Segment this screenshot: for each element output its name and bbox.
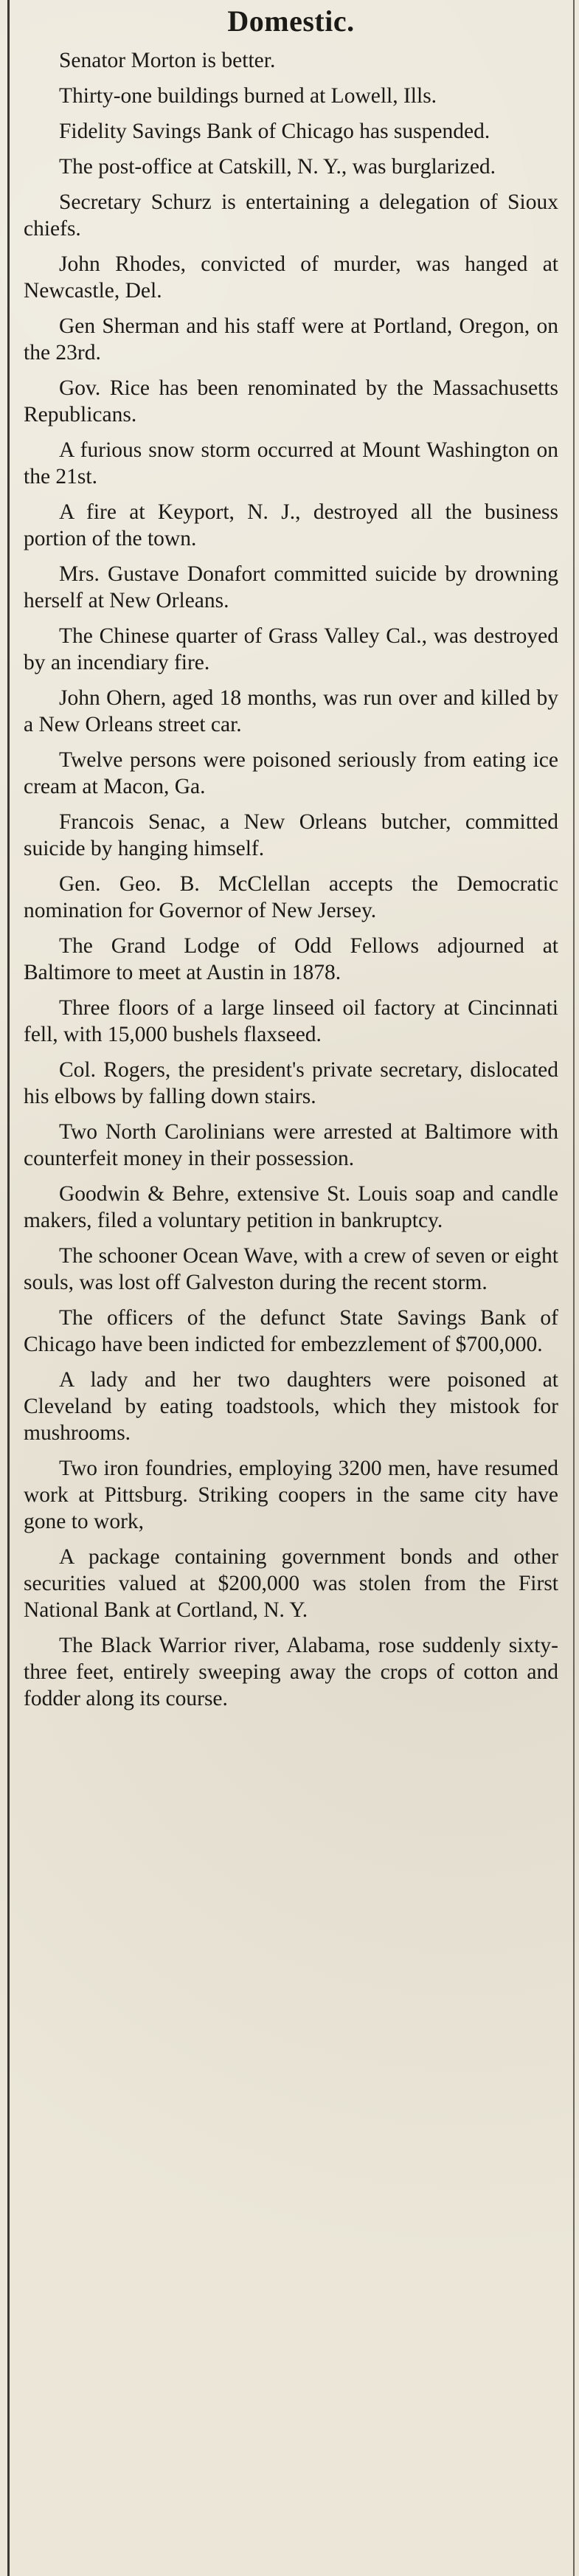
news-item: Mrs. Gustave Donafort committed suicide by drowning herself at New Orleans. [24, 562, 558, 612]
news-item: The post-office at Catskill, N. Y., was burglarized. [59, 155, 496, 179]
news-item: The schooner Ocean Wave, with a crew of seven or eight souls, was lost off Galveston during the recent storm. [24, 1244, 558, 1294]
news-item: Gen. Geo. B. McClellan accepts the Democratic nomination for Governor of New Jersey. [24, 872, 558, 922]
news-item: John Rhodes, convicted of murder, was hanged at Newcastle, Del. [24, 252, 558, 303]
news-item: John Ohern, aged 18 months, was run over and killed by a New Orleans street car. [24, 686, 558, 736]
news-item: Gov. Rice has been renominated by the Massachusetts Republicans. [24, 376, 558, 427]
column-rule-right [573, 0, 575, 2576]
news-item: Gen Sherman and his staff were at Portland, Oregon, on the 23rd. [24, 314, 558, 365]
news-item: Two iron foundries, employing 3200 men, have resumed work at Pittsburg. Striking coopers in the same city have gone to work, [24, 1457, 558, 1533]
news-item: A package containing government bonds and other securities valued at $200,000 was stolen from the First National Bank at Cortland, N. Y. [24, 1545, 558, 1622]
news-item: Fidelity Savings Bank of Chicago has suspended. [59, 120, 490, 143]
news-item: Francois Senac, a New Orleans butcher, committed suicide by hanging himself. [24, 810, 558, 860]
news-item: Senator Morton is better. [59, 49, 276, 72]
news-item: The Black Warrior river, Alabama, rose suddenly sixty-three feet, entirely sweeping away the crops of cotton and fodder along its course. [24, 1634, 558, 1710]
news-item: A fire at Keyport, N. J., destroyed all the business portion of the town. [24, 500, 558, 550]
news-item: The Grand Lodge of Odd Fellows adjourned at Baltimore to meet at Austin in 1878. [24, 934, 558, 984]
news-item: Col. Rogers, the president's private secretary, dislocated his elbows by falling down stairs. [24, 1058, 558, 1108]
news-item: Goodwin & Behre, extensive St. Louis soap and candle makers, filed a voluntary petition in bankruptcy. [24, 1182, 558, 1232]
column-rule-left [7, 0, 10, 2576]
news-item: Twelve persons were poisoned seriously from eating ice cream at Macon, Ga. [24, 748, 558, 798]
section-heading: Domestic. [227, 4, 355, 38]
news-item: The Chinese quarter of Grass Valley Cal., was destroyed by an incendiary fire. [24, 624, 558, 674]
news-item: A lady and her two daughters were poisoned at Cleveland by eating toadstools, which they mistook for mushrooms. [24, 1368, 558, 1445]
news-item: Thirty-one buildings burned at Lowell, Ills. [59, 84, 437, 108]
news-item: The officers of the defunct State Savings Bank of Chicago have been indicted for embezzlement of $700,000. [24, 1306, 558, 1356]
news-item: A furious snow storm occurred at Mount Washington on the 21st. [24, 438, 558, 488]
news-column [24, 4, 558, 1721]
news-item: Two North Carolinians were arrested at Baltimore with counterfeit money in their possession. [24, 1120, 558, 1170]
news-item: Three floors of a large linseed oil factory at Cincinnati fell, with 15,000 bushels flaxseed. [24, 996, 558, 1046]
news-item: Secretary Schurz is entertaining a delegation of Sioux chiefs. [24, 190, 558, 241]
